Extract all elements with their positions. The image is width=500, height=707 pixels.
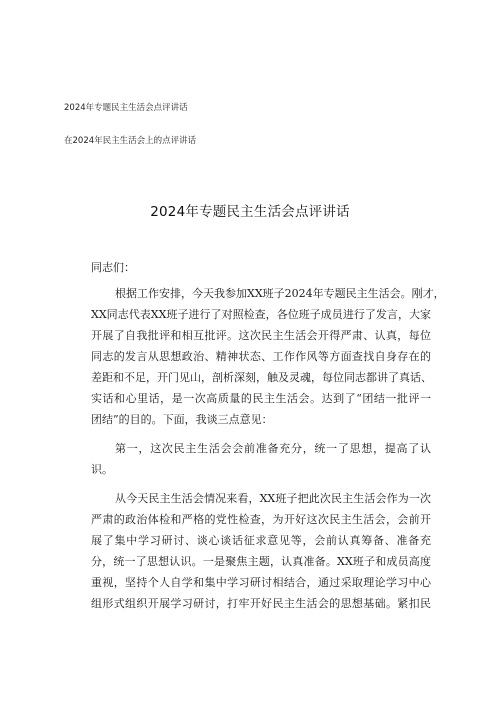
- body-line: 差距和不足，开门见山，剖析深刻，触及灵魂，每位同志都讲了真话、: [91, 371, 432, 384]
- body-line: 从今天民主生活会情况来看，XX班子把此次民主生活会作为一次: [115, 492, 431, 505]
- body-line: XX同志代表XX班子进行了对照检查，各位班子成员进行了发言，大家: [91, 308, 431, 321]
- body-line: 开展了自我批评和相互批评。这次民主生活会开得严肃、认真，每位: [91, 329, 431, 342]
- document-title: 2024年专题民主生活会点评讲话: [150, 204, 350, 220]
- body-line: 根据工作安排，今天我参加XX班子2024年专题民主生活会。刚才，: [115, 287, 445, 300]
- body-line: 第一，这次民主生活会会前准备充分，统一了思想，提高了认: [115, 442, 431, 455]
- body-line: 实话和心里话，是一次高质量的民主生活会。达到了“团结一批评一: [91, 392, 431, 405]
- body-line: 组形式组织开展学习研讨，打牢开好民主生活会的思想基础。紧扣民: [91, 597, 431, 610]
- body-line: 展了集中学习研讨、谈心谈话征求意见等，会前认真筹备、准备充: [91, 534, 431, 547]
- body-line: 重视，坚持个人自学和集中学习研讨相结合，通过采取理论学习中心: [91, 576, 431, 589]
- toc-entry-2[interactable]: 在2024年民主生活会上的点评讲话: [64, 136, 197, 146]
- salutation: 同志们：: [91, 261, 135, 274]
- toc-entry-1[interactable]: 2024年专题民主生活会点评讲话: [64, 103, 188, 113]
- body-line: 分，统一了思想认识。一是聚焦主题，认真准备。XX班子和成员高度: [91, 555, 431, 568]
- body-line: 同志的发言从思想政治、精神状态、工作作风等方面查找自身存在的: [91, 350, 431, 363]
- body-line: 团结”的目的。下面，我谈三点意见：: [91, 413, 273, 426]
- body-line: 严肃的政治体检和严格的党性检查，为开好这次民主生活会，会前开: [91, 513, 431, 526]
- body-line: 识。: [91, 463, 113, 476]
